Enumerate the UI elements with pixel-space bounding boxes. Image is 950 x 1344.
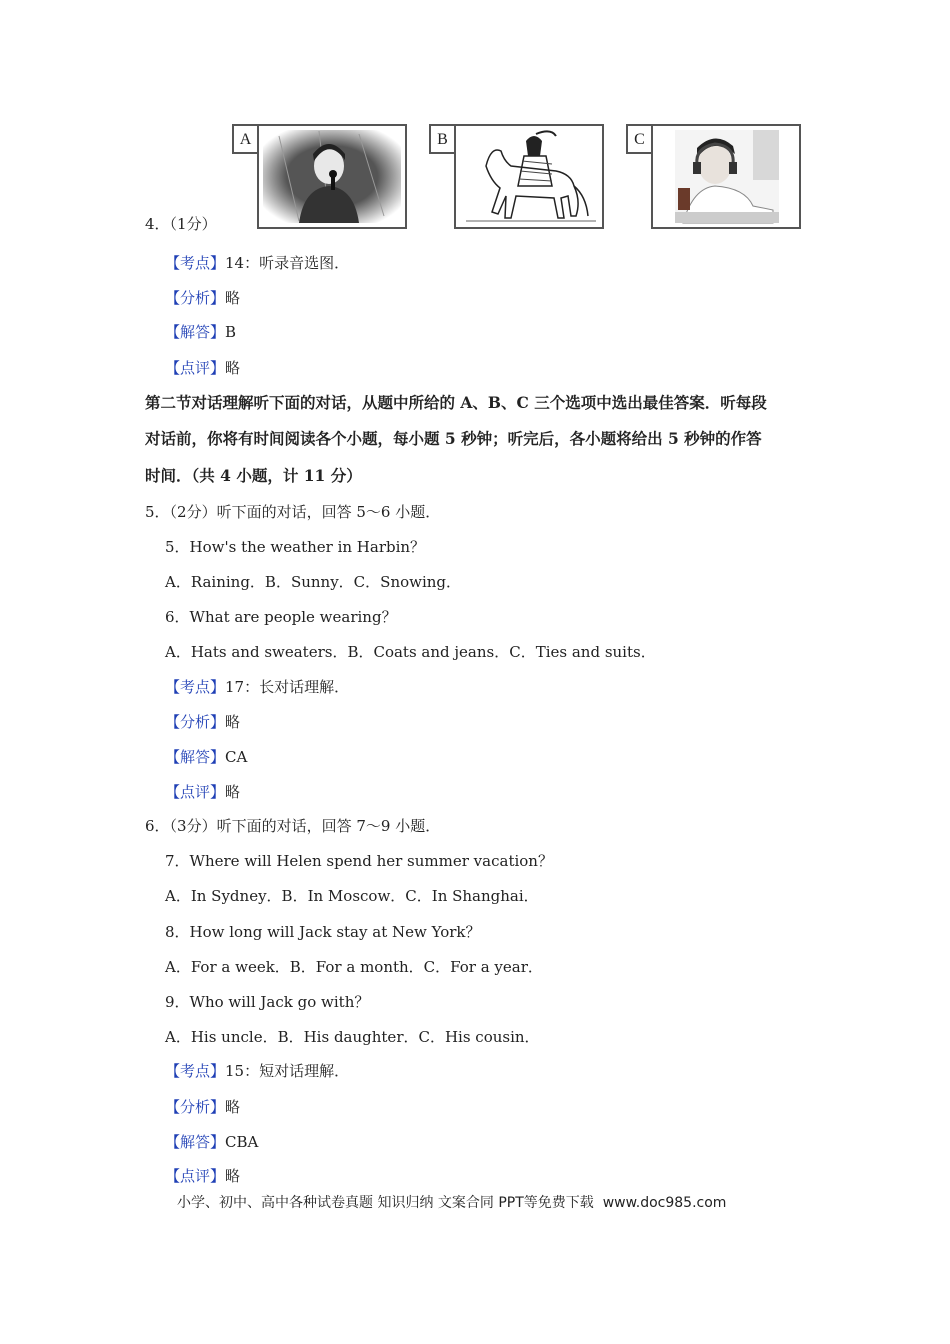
footer-text: 小学、初中、高中各种试卷真题 知识归纳 文案合同 PPT等免费下载: [177, 1195, 594, 1211]
kaodian-text: 15：短对话理解．: [225, 1062, 350, 1080]
q5-fenxi-row: [165, 712, 240, 732]
jieda-tag: 【解答】: [165, 1133, 226, 1151]
dianping-text: 略: [225, 783, 241, 801]
q4-jieda-row: [165, 322, 236, 342]
picture-label-a: A: [232, 124, 259, 154]
fenxi-tag: 【分析】: [165, 1098, 226, 1116]
question-4-header: 4．（1分）: [145, 215, 217, 233]
fenxi-text: 略: [225, 1098, 241, 1116]
q5-sub-question-5: 5．How's the weather in Harbin？: [165, 538, 426, 556]
q6-dianping-row: [165, 1166, 240, 1186]
picture-label-b: B: [429, 124, 456, 154]
horse-rider-image: [456, 126, 602, 227]
singer-image: [259, 126, 405, 227]
section-2-instructions-line-2: 对话前，你将有时间阅读各个小题，每小题 5 秒钟；听完后，各小题将给出 5 秒钟的作答: [145, 429, 762, 448]
jieda-tag: 【解答】: [165, 323, 226, 341]
dianping-tag: 【点评】: [165, 1167, 226, 1185]
q5-options-6: A．Hats and sweaters．B．Coats and jeans．C．Ties and suits．: [165, 643, 656, 661]
footer-site-link[interactable]: www.doc985.com: [602, 1195, 727, 1211]
jieda-text: CBA: [225, 1133, 259, 1151]
q4-dianping-row: [165, 358, 240, 378]
fenxi-tag: 【分析】: [165, 713, 226, 731]
q6-jieda-row: [165, 1132, 258, 1152]
headphones-boy-image: [653, 126, 799, 227]
question-6-header: 6．（3分）听下面的对话，回答 7～9 小题．: [145, 817, 441, 835]
jieda-tag: 【解答】: [165, 748, 226, 766]
q6-kaodian-row: [165, 1061, 349, 1081]
q5-options-5: A．Raining．B．Sunny．C．Snowing．: [165, 573, 462, 591]
q5-jieda-row: [165, 747, 247, 767]
footer-advert: [177, 1192, 726, 1212]
dianping-text: 略: [225, 359, 241, 377]
kaodian-text: 14：听录音选图．: [225, 254, 350, 272]
kaodian-tag: 【考点】: [165, 254, 226, 272]
kaodian-tag: 【考点】: [165, 678, 226, 696]
q5-sub-question-6: 6．What are people wearing？: [165, 608, 397, 626]
picture-a-singer: [257, 124, 407, 229]
fenxi-text: 略: [225, 289, 241, 307]
fenxi-text: 略: [225, 713, 241, 731]
q6-sub-question-9: 9．Who will Jack go with？: [165, 993, 370, 1011]
picture-b-rider: [454, 124, 604, 229]
kaodian-tag: 【考点】: [165, 1062, 226, 1080]
q5-kaodian-row: [165, 677, 349, 697]
q6-options-9: A．His uncle．B．His daughter．C．His cousin．: [165, 1028, 540, 1046]
section-2-instructions-line-3: 时间．（共 4 小题，计 11 分）: [145, 466, 362, 485]
question-5-header: 5．（2分）听下面的对话，回答 5～6 小题．: [145, 503, 441, 521]
q6-options-8: A．For a week．B．For a month．C．For a year．: [165, 958, 543, 976]
dianping-text: 略: [225, 1167, 241, 1185]
fenxi-tag: 【分析】: [165, 289, 226, 307]
jieda-text: CA: [225, 748, 248, 766]
q6-options-7: A．In Sydney．B．In Moscow．C．In Shanghai．: [165, 887, 539, 905]
q4-fenxi-row: [165, 288, 240, 308]
q5-dianping-row: [165, 782, 240, 802]
dianping-tag: 【点评】: [165, 783, 226, 801]
section-2-instructions-line-1: 第二节对话理解听下面的对话，从题中所给的 A、B、C 三个选项中选出最佳答案．听每段: [145, 393, 767, 412]
picture-c-headphones: [651, 124, 801, 229]
q4-kaodian-row: [165, 253, 349, 273]
q6-fenxi-row: [165, 1097, 240, 1117]
kaodian-text: 17：长对话理解．: [225, 678, 350, 696]
picture-label-c: C: [626, 124, 653, 154]
jieda-text: B: [225, 323, 237, 341]
q6-sub-question-8: 8．How long will Jack stay at New York？: [165, 923, 481, 941]
dianping-tag: 【点评】: [165, 359, 226, 377]
q6-sub-question-7: 7．Where will Helen spend her summer vacation？: [165, 852, 553, 870]
